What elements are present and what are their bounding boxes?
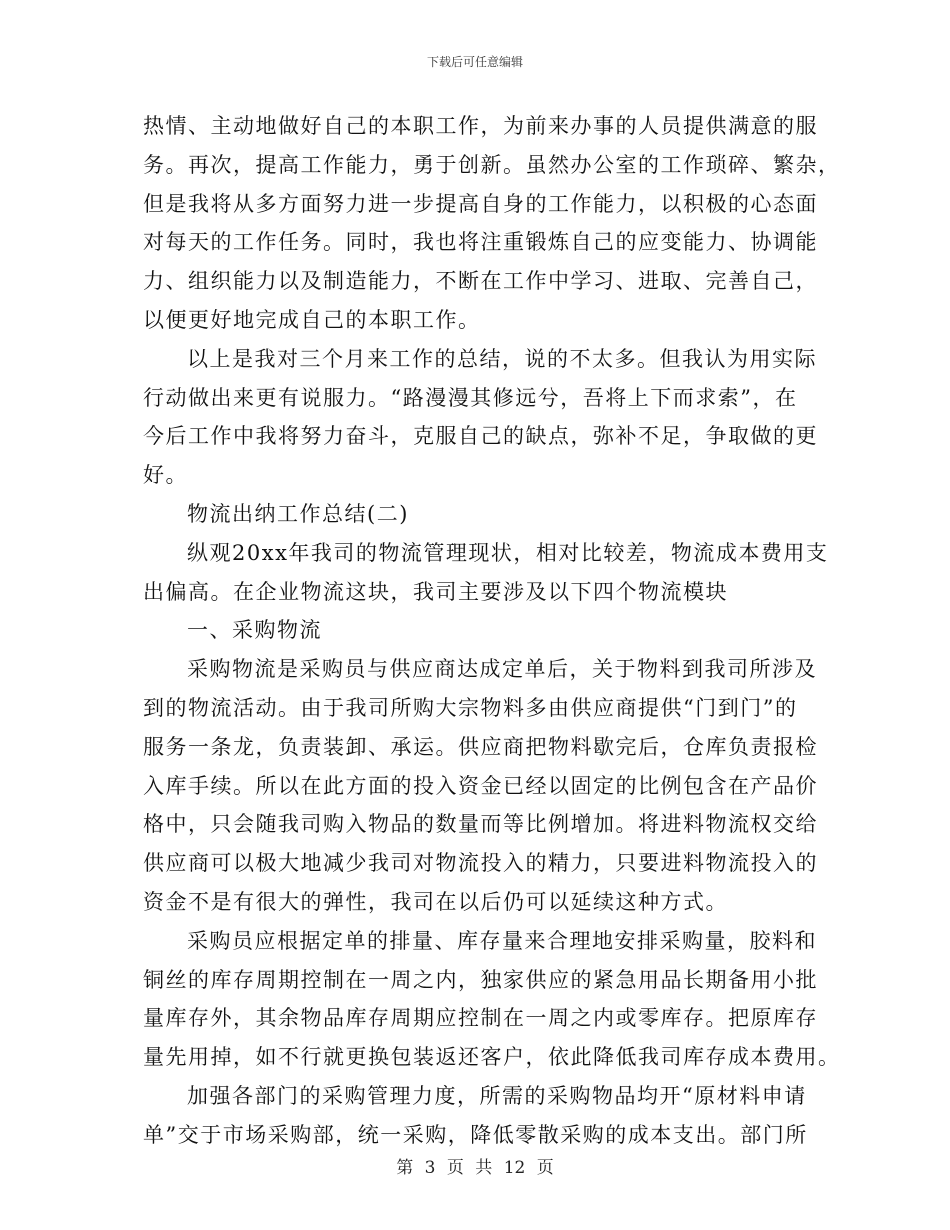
text-line: 量先用掉，如不行就更换包装返还客户，依此降低我司库存成本费用。 bbox=[143, 1045, 841, 1070]
text-line: 量库存外，其余物品库存周期应控制在一周之内或零库存。把原库存 bbox=[143, 1006, 818, 1031]
text-line: 对每天的工作任务。同时，我也将注重锻炼自己的应变能力、协调能 bbox=[143, 230, 818, 255]
text-line: 以上是我对三个月来工作的总结，说的不太多。但我认为用实际 bbox=[187, 346, 817, 371]
text-line: 以便更好地完成自己的本职工作。 bbox=[143, 307, 481, 332]
text-line: 采购员应根据定单的排量、库存量来合理地安排采购量，胶料和 bbox=[187, 928, 817, 953]
text-line: 热情、主动地做好自己的本职工作，为前来办事的人员提供满意的服 bbox=[143, 114, 818, 138]
text-line: 服务一条龙，负责装卸、承运。供应商把物料歇完后，仓库负责报检 bbox=[143, 734, 818, 759]
text-line: 单”交于市场采购部，统一采购，降低零散采购的成本支出。部门所 bbox=[143, 1122, 808, 1147]
page-header: 下载后可任意编辑 bbox=[426, 55, 523, 69]
text-line: 采购物流是采购员与供应商达成定单后，关于物料到我司所涉及 bbox=[187, 657, 817, 682]
text-line: 出偏高。在企业物流这块，我司主要涉及以下四个物流模块 bbox=[143, 579, 728, 604]
text-line: 好。 bbox=[143, 463, 188, 488]
document-body bbox=[143, 107, 841, 1155]
text-line: 力、组织能力以及制造能力，不断在工作中学习、进取、完善自己， bbox=[143, 269, 818, 294]
text-line: 资金不是有很大的弹性，我司在以后仍可以延续这种方式。 bbox=[143, 889, 728, 914]
page-footer: 第 3 页 共 12 页 bbox=[396, 1158, 554, 1178]
text-line: 到的物流活动。由于我司所购大宗物料多由供应商提供“门到门”的 bbox=[143, 695, 798, 720]
text-line: 行动做出来更有说服力。“路漫漫其修远兮，吾将上下而求索”，在 bbox=[143, 385, 798, 410]
text-line: 加强各部门的采购管理力度，所需的采购物品均开“原材料申请 bbox=[187, 1083, 807, 1108]
body-text bbox=[143, 107, 841, 1155]
text-line: 纵观20xx年我司的物流管理现状，相对比较差，物流成本费用支 bbox=[187, 540, 829, 565]
text-line: 但是我将从多方面努力进一步提高自身的工作能力，以积极的心态面 bbox=[143, 191, 818, 216]
text-line: 铜丝的库存周期控制在一周之内，独家供应的紧急用品长期备用小批 bbox=[143, 967, 818, 992]
text-line: 入库手续。所以在此方面的投入资金已经以固定的比例包含在产品价 bbox=[143, 773, 818, 798]
text-line: 供应商可以极大地减少我司对物流投入的精力，只要进料物流投入的 bbox=[143, 851, 818, 876]
text-line: 务。再次，提高工作能力，勇于创新。虽然办公室的工作琐碎、繁杂， bbox=[143, 152, 841, 177]
text-line: 一、采购物流 bbox=[187, 618, 322, 643]
text-line: 物流出纳工作总结(二) bbox=[187, 501, 409, 526]
text-line: 今后工作中我将努力奋斗，克服自己的缺点，弥补不足，争取做的更 bbox=[143, 424, 818, 449]
text-line: 格中，只会随我司购入物品的数量而等比例增加。将进料物流权交给 bbox=[143, 812, 818, 837]
